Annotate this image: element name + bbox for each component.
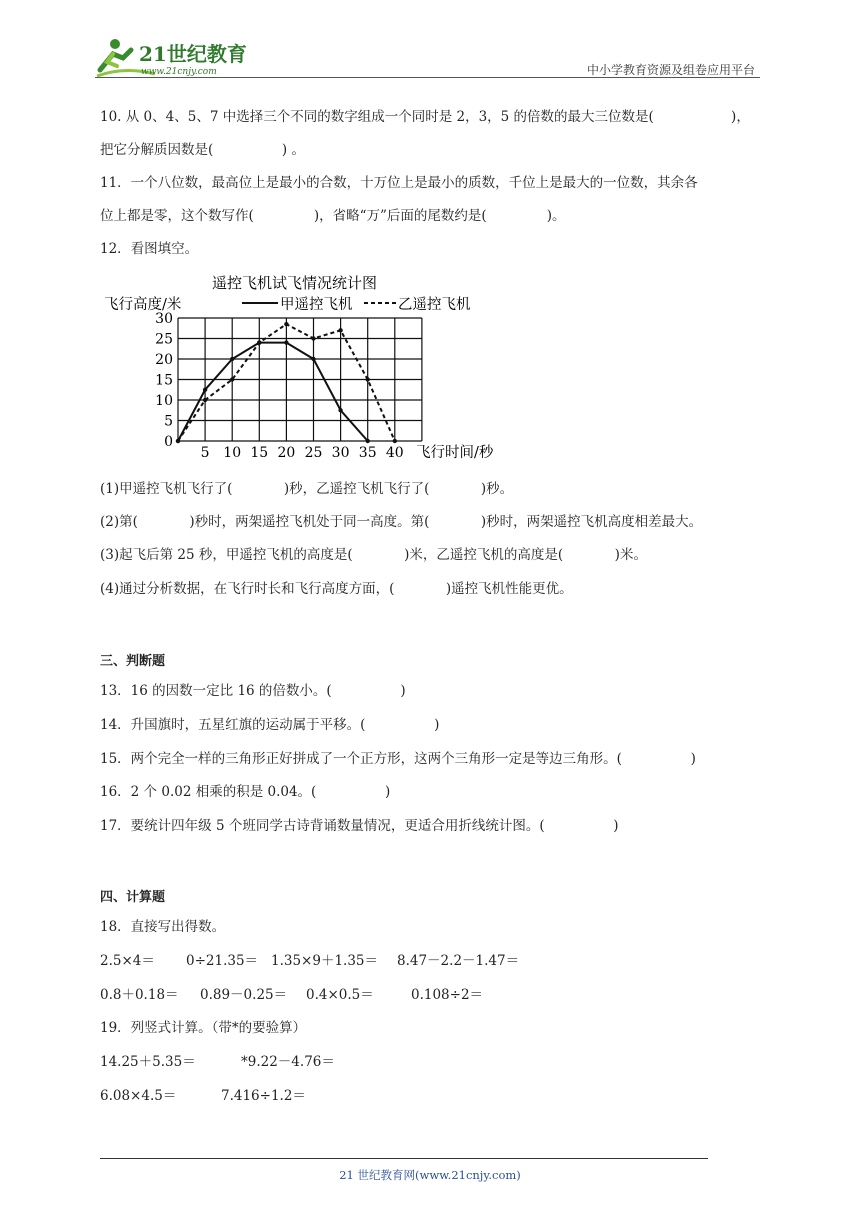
data-point-b <box>366 377 370 381</box>
data-point-a <box>311 357 315 361</box>
q11-line2: 位上都是零，这个数写作( )，省略“万”后面的尾数约是( )。 <box>100 208 566 224</box>
q15: 15．两个完全一样的三角形正好拼成了一个正方形，这两个三角形一定是等边三角形。( ) <box>100 751 696 767</box>
calc-item: 2.5×4＝ <box>100 953 155 969</box>
legend-series-b: 乙遥控飞机 <box>398 297 471 313</box>
q16: 16．2 个 0.02 相乘的积是 0.04。( ) <box>100 784 391 800</box>
y-tick-label: 0 <box>164 434 173 450</box>
calc-item: 14.25＋5.35＝ <box>100 1054 196 1070</box>
y-tick-label: 20 <box>155 352 173 368</box>
data-point-a <box>203 388 207 392</box>
y-tick-label: 25 <box>155 331 173 348</box>
q12-sub2: (2)第( )秒时，两架遥控飞机处于同一高度。第( )秒时，两架遥控飞机高度相差最大。 <box>100 514 703 530</box>
q18: 18．直接写出得数。 <box>100 919 226 935</box>
q19: 19．列竖式计算。（带*的要验算） <box>100 1020 307 1036</box>
chart-ylabel: 飞行高度/米 <box>104 297 182 313</box>
section4-title: 四、计算题 <box>100 890 166 905</box>
q14: 14．升国旗时，五星红旗的运动属于平移。( ) <box>100 717 440 733</box>
q10-line2: 把它分解质因数是( ) 。 <box>100 142 305 158</box>
x-tick-label: 10 <box>223 445 242 461</box>
legend-series-a: 甲遥控飞机 <box>280 297 353 313</box>
logo-url: www.21cnjy.com <box>141 67 217 77</box>
x-tick-label: 25 <box>304 445 323 461</box>
data-point-b <box>203 398 207 402</box>
data-point-a <box>338 408 342 412</box>
series-line-a <box>178 343 368 441</box>
q11-line1: 11．一个八位数，最高位上是最小的合数，十万位上是最小的质数，千位上是最大的一位数，其余各 <box>100 175 698 191</box>
section3-title: 三、判断题 <box>100 654 166 669</box>
calc-item: 0.89－0.25＝ <box>200 987 288 1003</box>
x-tick-label: 15 <box>250 445 269 461</box>
data-point-b <box>176 439 180 443</box>
data-point-b <box>393 439 397 443</box>
calc-item: 6.08×4.5＝ <box>100 1088 177 1104</box>
x-tick-label: 30 <box>331 445 350 461</box>
q17: 17．要统计四年级 5 个班同学古诗背诵数量情况，更适合用折线统计图。( ) <box>100 818 619 834</box>
y-tick-label: 10 <box>155 393 173 409</box>
x-tick-label: 5 <box>200 445 210 461</box>
data-point-a <box>284 340 288 344</box>
q12-sub1: (1)甲遥控飞机飞行了( )秒，乙遥控飞机飞行了( )秒。 <box>100 481 514 497</box>
calc-item: 8.47－2.2－1.47＝ <box>397 953 520 969</box>
footer-text: 21 世纪教育网(www.21cnjy.com) <box>339 1168 521 1182</box>
chart-xlabel: 飞行时间/秒 <box>416 445 494 461</box>
y-tick-label: 15 <box>155 372 173 389</box>
q12-sub4: (4)通过分析数据，在飞行时长和飞行高度方面，( )遥控飞机性能更优。 <box>100 581 573 597</box>
x-tick-label: 40 <box>385 445 404 461</box>
data-point-b <box>284 322 288 326</box>
y-tick-label: 5 <box>164 413 173 430</box>
header-divider <box>95 77 760 78</box>
q12-title: 12．看图填空。 <box>100 241 199 257</box>
calc-item: 0.8＋0.18＝ <box>100 987 179 1003</box>
q12-sub3: (3)起飞后第 25 秒，甲遥控飞机的高度是( )米，乙遥控飞机的高度是( )米。 <box>100 547 647 563</box>
site-logo <box>95 36 265 78</box>
data-point-b <box>230 377 234 381</box>
calc-item: 7.416÷1.2＝ <box>221 1088 306 1104</box>
calc-item: 0÷21.35＝ <box>186 953 259 969</box>
x-tick-label: 20 <box>277 445 296 461</box>
calc-item: 0.108÷2＝ <box>411 987 484 1003</box>
logo-text: 21世纪教育 <box>139 42 247 66</box>
data-point-b <box>257 340 261 344</box>
calc-item: 0.4×0.5＝ <box>306 987 374 1003</box>
data-point-b <box>311 336 315 340</box>
y-tick-label: 30 <box>155 311 173 327</box>
data-point-a <box>230 357 234 361</box>
data-point-a <box>366 439 370 443</box>
calc-item: 1.35×9＋1.35＝ <box>271 953 379 969</box>
data-point-b <box>338 328 342 332</box>
footer-divider <box>100 1158 708 1159</box>
q13: 13．16 的因数一定比 16 的倍数小。( ) <box>100 683 406 699</box>
chart-title: 遥控飞机试飞情况统计图 <box>212 274 378 292</box>
flight-chart <box>100 270 520 470</box>
header-platform-text: 中小学教育资源及组卷应用平台 <box>586 63 755 77</box>
x-tick-label: 35 <box>358 445 377 461</box>
q10-line1: 10. 从 0、4、5、7 中选择三个不同的数字组成一个同时是 2，3，5 的倍数的最大三位数是( )， <box>100 109 750 125</box>
calc-item: *9.22－4.76＝ <box>241 1054 335 1070</box>
